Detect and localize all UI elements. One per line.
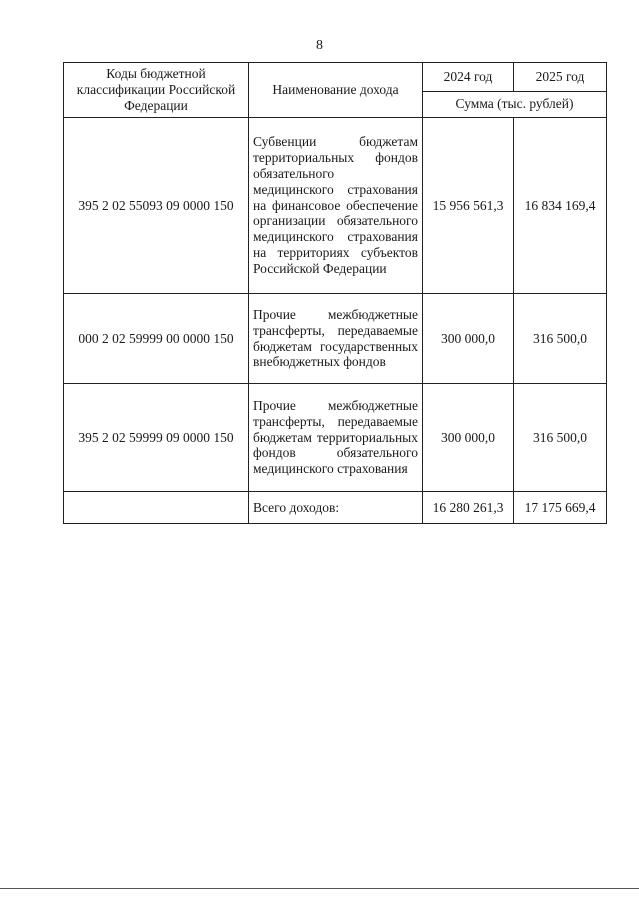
- row-code: 395 2 02 59999 09 0000 150: [64, 384, 249, 492]
- total-code-empty: [64, 492, 249, 524]
- row-value-2025: 316 500,0: [514, 384, 607, 492]
- header-year-2025: 2025 год: [514, 63, 607, 92]
- total-label: Всего доходов:: [249, 492, 423, 524]
- row-code: 395 2 02 55093 09 0000 150: [64, 118, 249, 294]
- row-value-2025: 16 834 169,4: [514, 118, 607, 294]
- header-sum-units: Сумма (тыс. рублей): [423, 91, 607, 117]
- header-year-2024: 2024 год: [423, 63, 514, 92]
- total-row: [64, 492, 607, 524]
- row-code: 000 2 02 59999 00 0000 150: [64, 294, 249, 384]
- row-value-2025: 316 500,0: [514, 294, 607, 384]
- row-name: Прочие межбюджетные трансферты, передаваемые бюджетам государственных внебюджетных фондов: [249, 294, 423, 384]
- row-name: Прочие межбюджетные трансферты, передаваемые бюджетам территориальных фондов обязательного медицинского страхования: [249, 384, 423, 492]
- row-name: Субвенции бюджетам территориальных фондов обязательного медицинского страхования на финансовое обеспечение организации обязательного медицинского страхования на территориях субъектов Российской Федерации: [249, 118, 423, 294]
- page-number: 8: [316, 38, 323, 53]
- header-budget-codes: Коды бюджетной классификации Российской Федерации: [64, 63, 249, 118]
- revenue-table: [63, 62, 607, 524]
- header-revenue-name: Наименование дохода: [249, 63, 423, 118]
- table-row: [64, 384, 607, 492]
- table-row: [64, 294, 607, 384]
- footer-divider: [0, 888, 639, 889]
- row-value-2024: 15 956 561,3: [423, 118, 514, 294]
- total-value-2025: 17 175 669,4: [514, 492, 607, 524]
- row-value-2024: 300 000,0: [423, 384, 514, 492]
- table-row: [64, 118, 607, 294]
- total-value-2024: 16 280 261,3: [423, 492, 514, 524]
- row-value-2024: 300 000,0: [423, 294, 514, 384]
